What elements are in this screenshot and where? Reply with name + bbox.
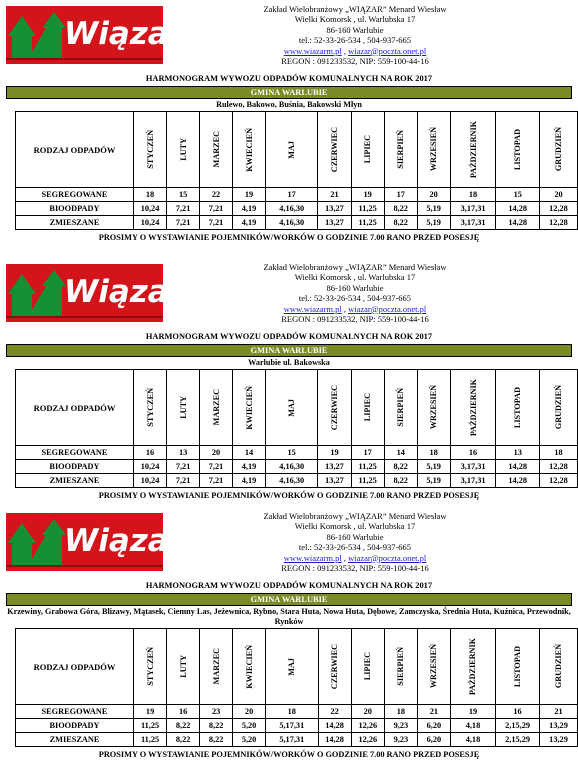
waste-type-label: BIOODPADY	[16, 719, 134, 733]
month-header	[450, 370, 496, 446]
schedule-block	[0, 507, 578, 762]
month-label: SIERPIEŃ	[396, 647, 406, 686]
pickup-dates-cell: 14	[233, 446, 266, 460]
table-row	[16, 216, 578, 230]
website-link[interactable]: www.wiazarm.pl	[283, 303, 342, 314]
pickup-dates-cell: 13,27	[318, 202, 351, 216]
table-row	[16, 202, 578, 216]
month-label: MAJ	[287, 398, 297, 417]
pickup-notice: PROSIMY O WYSTAWIANIE POJEMNIKÓW/WORKÓW O GODZINIE 7.00 RANO PRZED POSESJĘ	[98, 233, 480, 242]
pickup-dates-cell: 10,24	[133, 460, 166, 474]
header-waste-type: RODZAJ ODPADÓW	[16, 370, 134, 446]
pickup-dates-cell: 23	[200, 705, 233, 719]
pickup-dates-cell: 21	[540, 705, 578, 719]
company-line1: Zakład Wielobranżowy „WIĄZAR” Menard Wiesław	[263, 511, 447, 521]
area-list: Krzewiny, Grabowa Góra, Blizawy, Mątasek, Ciemny Las, Jeżewnica, Rybno, Stara Huta, Nowa Huta, Dębowe, Zamczyska, Średnia Huta, Kuźnica, Przewodnik, Rynków	[7, 607, 571, 626]
pickup-dates-cell: 7,21	[167, 216, 200, 230]
pickup-dates-cell: 4,19	[233, 460, 266, 474]
pickup-dates-cell: 5,19	[417, 216, 450, 230]
table-row	[16, 733, 578, 747]
company-regon: REGON : 091233532, NIP: 559-100-44-16	[281, 314, 429, 325]
schedule-table	[15, 628, 578, 747]
month-label: LUTY	[178, 655, 188, 678]
month-header	[133, 629, 166, 705]
month-label: PAŹDZIERNIK	[468, 120, 478, 179]
month-header	[265, 112, 317, 188]
month-header	[167, 112, 200, 188]
pickup-dates-cell: 18	[540, 446, 578, 460]
pickup-dates-cell: 5,17,31	[266, 733, 318, 747]
pickup-dates-cell: 8,22	[384, 216, 417, 230]
pickup-dates-cell: 4,19	[233, 202, 266, 216]
pickup-dates-cell: 4,16,30	[265, 202, 317, 216]
schedule-title: HARMONOGRAM WYWOZU ODPADÓW KOMUNALNYCH NA ROK 2017	[145, 581, 433, 590]
month-header	[496, 629, 540, 705]
month-label: MAJ	[287, 657, 297, 676]
pickup-dates-cell: 2,15,29	[496, 733, 540, 747]
pickup-dates-cell: 8,22	[200, 733, 233, 747]
month-label: PAŹDZIERNIK	[468, 637, 478, 696]
area-list: Rulewo, Bakowo, Buśnia, Bakowski Młyn	[216, 100, 362, 109]
month-header	[540, 112, 578, 188]
header-waste-type: RODZAJ ODPADÓW	[16, 112, 134, 188]
schedule-block	[0, 258, 578, 513]
month-header	[318, 112, 351, 188]
month-label: GRUDZIEŃ	[554, 385, 563, 430]
company-regon: REGON : 091233532, NIP: 559-100-44-16	[281, 563, 429, 574]
pickup-dates-cell: 5,19	[417, 202, 450, 216]
company-logo	[6, 513, 184, 571]
pickup-dates-cell: 7,21	[167, 474, 200, 488]
company-line1: Zakład Wielobranżowy „WIĄZAR” Menard Wiesław	[263, 4, 447, 14]
month-header	[351, 629, 384, 705]
month-header	[351, 112, 384, 188]
pickup-dates-cell: 10,24	[133, 216, 166, 230]
pickup-dates-cell: 3,17,31	[450, 460, 496, 474]
pickup-dates-cell: 17	[384, 188, 417, 202]
month-header	[233, 112, 266, 188]
pickup-dates-cell: 17	[351, 446, 384, 460]
table-header-row	[16, 112, 578, 188]
month-header	[200, 629, 233, 705]
month-header	[265, 370, 317, 446]
month-header	[417, 629, 450, 705]
pickup-dates-cell: 21	[417, 705, 450, 719]
pickup-dates-cell: 12,28	[540, 474, 578, 488]
pickup-dates-cell: 8,22	[384, 202, 417, 216]
pickup-notice: PROSIMY O WYSTAWIANIE POJEMNIKÓW/WORKÓW O GODZINIE 7.00 RANO PRZED POSESJĘ	[98, 750, 480, 759]
pickup-dates-cell: 22	[318, 705, 351, 719]
pickup-dates-cell: 13,27	[318, 474, 351, 488]
company-contact	[230, 46, 480, 56]
month-header	[167, 370, 200, 446]
table-header-row	[16, 370, 578, 446]
pickup-dates-cell: 11,25	[351, 460, 384, 474]
pickup-dates-cell: 14,28	[496, 216, 540, 230]
waste-type-label: SEGREGOWANE	[16, 705, 134, 719]
month-header	[450, 112, 496, 188]
month-header	[417, 112, 450, 188]
month-header	[384, 370, 417, 446]
schedule-table	[15, 369, 578, 488]
table-row	[16, 719, 578, 733]
month-label: LIPIEC	[363, 135, 373, 164]
pickup-dates-cell: 15	[265, 446, 317, 460]
gmina-bar: GMINA WARLUBIE	[6, 593, 572, 606]
pickup-dates-cell: 8,22	[384, 474, 417, 488]
waste-type-label: SEGREGOWANE	[16, 446, 134, 460]
month-label: KWIECIEŃ	[244, 385, 254, 430]
website-link[interactable]: www.wiazarm.pl	[283, 45, 342, 56]
pickup-dates-cell: 13,29	[540, 719, 578, 733]
pickup-dates-cell: 9,23	[384, 719, 417, 733]
month-label: CZERWIEC	[330, 643, 340, 690]
month-label: MAJ	[287, 140, 297, 159]
pickup-notice: PROSIMY O WYSTAWIANIE POJEMNIKÓW/WORKÓW O GODZINIE 7.00 RANO PRZED POSESJĘ	[98, 491, 480, 500]
month-label: KWIECIEŃ	[244, 644, 254, 689]
pickup-dates-cell: 19	[233, 188, 266, 202]
month-label: GRUDZIEŃ	[554, 644, 564, 689]
pickup-dates-cell: 3,17,31	[450, 216, 496, 230]
company-info	[230, 511, 480, 573]
pickup-dates-cell: 5,17,31	[266, 719, 318, 733]
pickup-dates-cell: 3,17,31	[450, 202, 496, 216]
pickup-dates-cell: 16	[496, 705, 540, 719]
pickup-dates-cell: 13,29	[540, 733, 578, 747]
gmina-bar: GMINA WARLUBIE	[6, 86, 572, 99]
pickup-dates-cell: 13	[167, 446, 200, 460]
pickup-dates-cell: 13,27	[318, 216, 351, 230]
pickup-dates-cell: 18	[133, 188, 166, 202]
pickup-dates-cell: 4,19	[233, 474, 266, 488]
pickup-dates-cell: 5,20	[233, 719, 266, 733]
month-label: LISTOPAD	[513, 645, 523, 688]
pickup-dates-cell: 3,17,31	[450, 474, 496, 488]
pickup-dates-cell: 19	[450, 705, 495, 719]
pickup-dates-cell: 20	[200, 446, 233, 460]
month-label: LISTOPAD	[513, 386, 523, 429]
pickup-dates-cell: 12,28	[540, 216, 578, 230]
pickup-dates-cell: 17	[265, 188, 317, 202]
pickup-dates-cell: 6,20	[417, 719, 450, 733]
pickup-dates-cell: 4,16,30	[265, 216, 317, 230]
pickup-dates-cell: 6,20	[417, 733, 450, 747]
pickup-dates-cell: 20	[233, 705, 266, 719]
header-waste-type: RODZAJ ODPADÓW	[16, 629, 134, 705]
pickup-dates-cell: 20	[417, 188, 450, 202]
pickup-dates-cell: 13	[496, 446, 540, 460]
pickup-dates-cell: 19	[133, 705, 166, 719]
month-header	[450, 629, 495, 705]
email-link[interactable]: wiazar@poczta.onet.pl	[348, 303, 427, 314]
pickup-dates-cell: 7,21	[200, 202, 233, 216]
month-header	[133, 112, 166, 188]
company-line4: tel.: 52-33-26-534 , 504-937-665	[298, 293, 412, 304]
schedule-title: HARMONOGRAM WYWOZU ODPADÓW KOMUNALNYCH NA ROK 2017	[145, 74, 433, 83]
month-label: WRZESIEŃ	[429, 385, 439, 430]
pickup-dates-cell: 14,28	[496, 460, 540, 474]
table-header-row	[16, 629, 578, 705]
company-line2: Wielki Komorsk , ul. Warlubska 17	[294, 14, 416, 25]
pickup-dates-cell: 18	[450, 188, 496, 202]
month-header	[496, 112, 540, 188]
waste-type-label: ZMIESZANE	[16, 216, 134, 230]
contact-separator: ,	[341, 45, 349, 56]
month-label: MARZEC	[211, 389, 221, 426]
table-row	[16, 460, 578, 474]
pickup-dates-cell: 4,18	[450, 719, 495, 733]
table-row	[16, 474, 578, 488]
pickup-dates-cell: 2,15,29	[496, 719, 540, 733]
pickup-dates-cell: 4,16,30	[265, 474, 317, 488]
company-logo	[6, 6, 184, 64]
month-header	[167, 629, 200, 705]
pickup-dates-cell: 16	[133, 446, 166, 460]
month-label: STYCZEŃ	[145, 388, 155, 427]
month-label: MARZEC	[211, 131, 221, 168]
contact-separator: ,	[341, 552, 349, 563]
month-label: LIPIEC	[363, 393, 373, 422]
schedule-block	[0, 0, 578, 255]
pickup-dates-cell: 9,23	[384, 733, 417, 747]
schedule-title: HARMONOGRAM WYWOZU ODPADÓW KOMUNALNYCH NA ROK 2017	[145, 332, 433, 341]
pickup-dates-cell: 12,28	[540, 202, 578, 216]
pickup-dates-cell: 5,20	[233, 733, 266, 747]
waste-type-label: SEGREGOWANE	[16, 188, 134, 202]
month-label: LIPIEC	[363, 652, 373, 681]
company-line1: Zakład Wielobranżowy „WIĄZAR” Menard Wiesław	[263, 262, 447, 272]
pickup-dates-cell: 20	[540, 188, 578, 202]
pickup-dates-cell: 16	[450, 446, 496, 460]
month-header	[200, 112, 233, 188]
table-row	[16, 705, 578, 719]
pickup-dates-cell: 12,28	[540, 460, 578, 474]
month-header	[200, 370, 233, 446]
pickup-dates-cell: 4,19	[233, 216, 266, 230]
pickup-dates-cell: 18	[417, 446, 450, 460]
pickup-dates-cell: 14	[384, 446, 417, 460]
month-label: STYCZEŃ	[145, 647, 155, 686]
company-info	[230, 4, 480, 66]
table-row	[16, 446, 578, 460]
company-line2: Wielki Komorsk , ul. Warlubska 17	[294, 272, 416, 283]
pickup-dates-cell: 16	[167, 705, 200, 719]
month-label: KWIECIEŃ	[244, 127, 254, 172]
month-label: LUTY	[178, 396, 188, 419]
pickup-dates-cell: 8,22	[167, 719, 200, 733]
pickup-dates-cell: 8,22	[167, 733, 200, 747]
pickup-dates-cell: 7,21	[200, 460, 233, 474]
pickup-dates-cell: 14,28	[496, 474, 540, 488]
month-label: SIERPIEŃ	[396, 388, 406, 427]
email-link[interactable]: wiazar@poczta.onet.pl	[348, 552, 427, 563]
logo-text: Wiązar	[64, 16, 184, 52]
month-label: GRUDZIEŃ	[554, 127, 563, 172]
pickup-dates-cell: 10,24	[133, 474, 166, 488]
pickup-dates-cell: 12,26	[351, 719, 384, 733]
pickup-dates-cell: 4,18	[450, 733, 495, 747]
pickup-dates-cell: 19	[351, 188, 384, 202]
company-line3: 86-160 Warlubie	[326, 282, 384, 293]
pickup-dates-cell: 5,19	[417, 460, 450, 474]
month-header	[351, 370, 384, 446]
area-list: Warlubie ul. Bakowska	[248, 358, 330, 367]
pickup-dates-cell: 11,25	[133, 719, 166, 733]
month-header	[233, 370, 266, 446]
pickup-dates-cell: 12,26	[351, 733, 384, 747]
logo-text: Wiązar	[64, 274, 184, 310]
pickup-dates-cell: 20	[351, 705, 384, 719]
pickup-dates-cell: 15	[167, 188, 200, 202]
pickup-dates-cell: 11,25	[351, 202, 384, 216]
month-header	[540, 370, 578, 446]
pickup-dates-cell: 7,21	[167, 202, 200, 216]
pickup-dates-cell: 8,22	[200, 719, 233, 733]
pickup-dates-cell: 10,24	[133, 202, 166, 216]
gmina-bar: GMINA WARLUBIE	[6, 344, 572, 357]
waste-type-label: ZMIESZANE	[16, 474, 134, 488]
month-header	[318, 370, 351, 446]
pickup-dates-cell: 21	[318, 188, 351, 202]
company-regon: REGON : 091233532, NIP: 559-100-44-16	[281, 56, 429, 67]
month-label: MARZEC	[211, 648, 221, 685]
pickup-dates-cell: 5,19	[417, 474, 450, 488]
month-header	[540, 629, 578, 705]
company-logo	[6, 264, 184, 322]
pickup-dates-cell: 14,28	[318, 719, 351, 733]
waste-type-label: ZMIESZANE	[16, 733, 134, 747]
logo-text: Wiązar	[64, 523, 184, 559]
contact-separator: ,	[341, 303, 349, 314]
month-header	[266, 629, 318, 705]
pickup-dates-cell: 19	[318, 446, 351, 460]
month-header	[384, 629, 417, 705]
pickup-dates-cell: 13,27	[318, 460, 351, 474]
pickup-dates-cell: 11,25	[351, 474, 384, 488]
month-label: CZERWIEC	[329, 126, 339, 173]
pickup-dates-cell: 11,25	[351, 216, 384, 230]
month-label: LUTY	[178, 138, 188, 161]
month-label: SIERPIEŃ	[396, 130, 406, 169]
month-label: STYCZEŃ	[145, 130, 155, 169]
pickup-dates-cell: 7,21	[200, 216, 233, 230]
pickup-dates-cell: 18	[266, 705, 318, 719]
month-header	[384, 112, 417, 188]
company-line2: Wielki Komorsk , ul. Warlubska 17	[294, 521, 416, 532]
month-header	[133, 370, 166, 446]
pickup-dates-cell: 4,16,30	[265, 460, 317, 474]
waste-type-label: BIOODPADY	[16, 460, 134, 474]
month-label: LISTOPAD	[513, 128, 523, 171]
company-line3: 86-160 Warlubie	[326, 24, 384, 35]
company-info	[230, 262, 480, 324]
month-header	[496, 370, 540, 446]
pickup-dates-cell: 7,21	[200, 474, 233, 488]
month-label: WRZESIEŃ	[429, 644, 439, 689]
pickup-dates-cell: 8,22	[384, 460, 417, 474]
company-line3: 86-160 Warlubie	[326, 531, 384, 542]
company-line4: tel.: 52-33-26-534 , 504-937-665	[298, 35, 412, 46]
pickup-dates-cell: 14,28	[496, 202, 540, 216]
pickup-dates-cell: 22	[200, 188, 233, 202]
pickup-dates-cell: 15	[496, 188, 540, 202]
month-header	[417, 370, 450, 446]
month-label: WRZESIEŃ	[429, 127, 439, 172]
company-contact	[230, 553, 480, 563]
email-link[interactable]: wiazar@poczta.onet.pl	[348, 45, 427, 56]
website-link[interactable]: www.wiazarm.pl	[283, 552, 342, 563]
month-header	[318, 629, 351, 705]
month-label: PAŹDZIERNIK	[468, 378, 478, 437]
schedule-table	[15, 111, 578, 230]
table-row	[16, 188, 578, 202]
company-line4: tel.: 52-33-26-534 , 504-937-665	[298, 542, 412, 553]
pickup-dates-cell: 18	[384, 705, 417, 719]
company-contact	[230, 304, 480, 314]
pickup-dates-cell: 14,28	[318, 733, 351, 747]
month-header	[233, 629, 266, 705]
month-label: CZERWIEC	[329, 384, 339, 431]
pickup-dates-cell: 11,25	[133, 733, 166, 747]
waste-type-label: BIOODPADY	[16, 202, 134, 216]
pickup-dates-cell: 7,21	[167, 460, 200, 474]
